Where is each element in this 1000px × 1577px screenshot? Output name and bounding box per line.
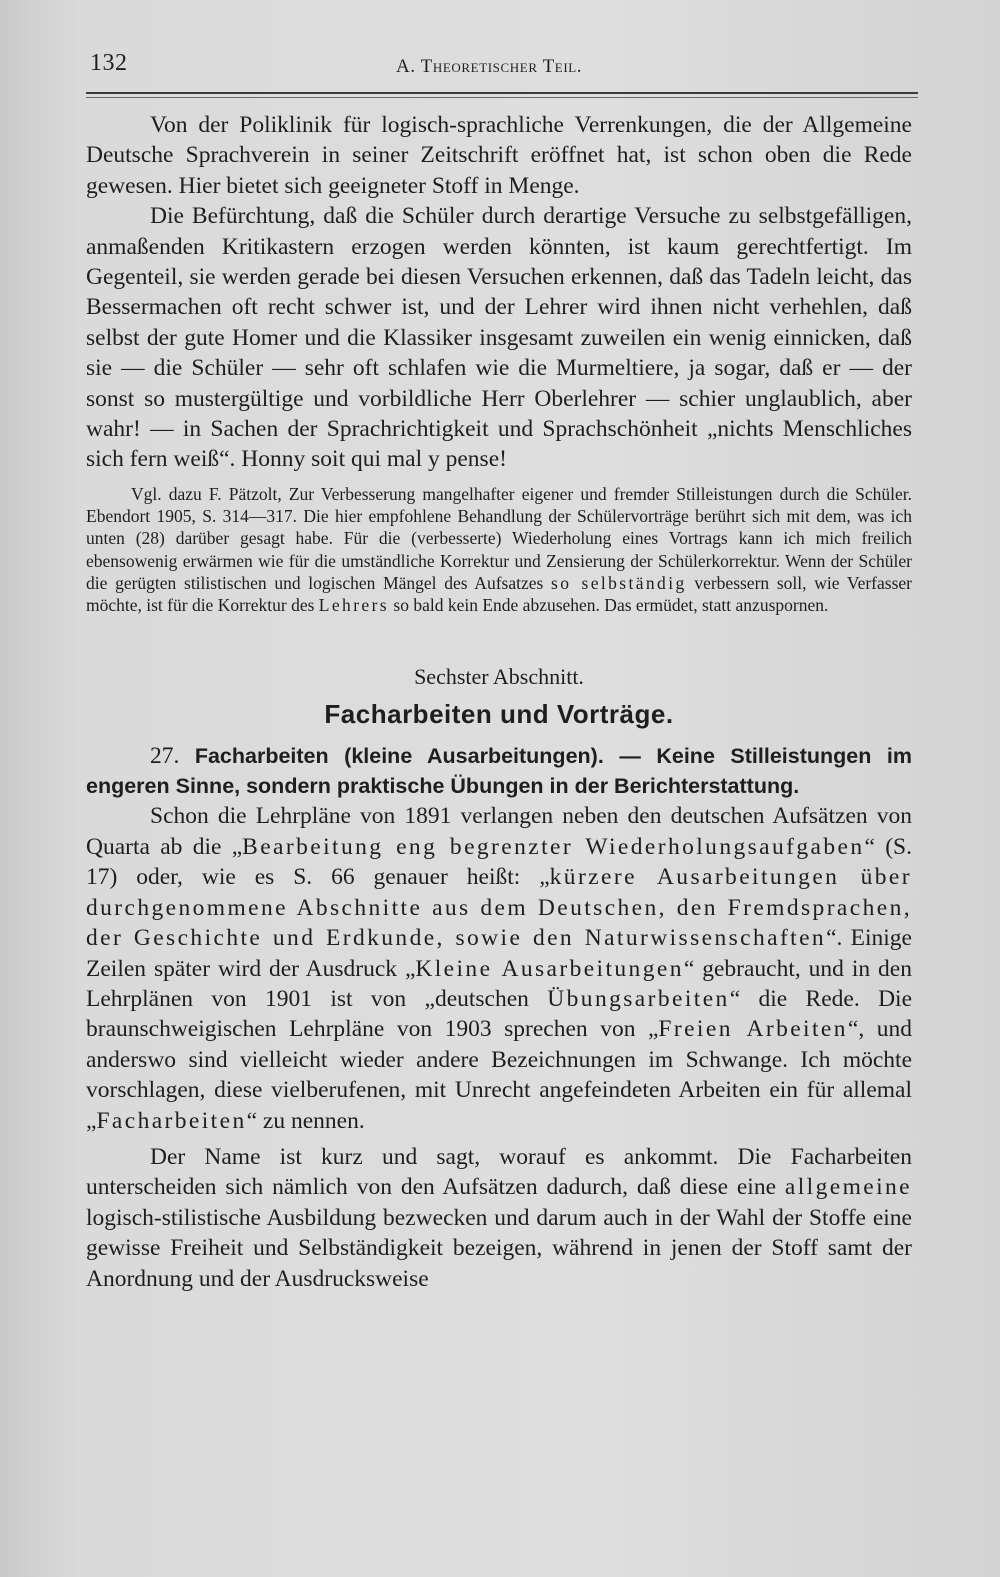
paragraph-name-kurz [86, 1142, 912, 1294]
page-body [86, 110, 912, 1294]
footnote-paetzolt [86, 483, 912, 617]
p3-text-7: “ zu nennen. [246, 1107, 365, 1134]
note-emphasis-selbstaendig: so selbständig [551, 573, 687, 594]
paragraph-poliklinik: Von der Poliklinik für logisch-sprachliche Verrenkungen, die der Allgemeine Deutsche Sprachverein in seiner Zeitschrift eröffnet hat, ist schon oben die Rede gewesen. Hier bietet sich geeigneter Stoff in Menge. [86, 112, 912, 199]
p4-emphasis-1: allgemeine [784, 1174, 912, 1201]
p4-text-2: logisch-stilistische Ausbildung bezwecken und darum auch in der Wahl der Stoffe eine gewisse Freiheit und Selbständigkeit bezeigen, während in jenen der Stoff samt der Anordnung und der Ausdrucksweise [86, 1204, 912, 1292]
p3-emphasis-2: kürzere Ausarbeitungen über durchgenommene Abschnitte aus dem Deutschen, den Fremdsprachen, der Geschichte und Erdkunde, sowie den Naturwissenschaften [86, 864, 912, 952]
subsection-heading [86, 741, 912, 802]
paragraph-lehrplaene [86, 801, 912, 1135]
p3-emphasis-4: Übungsarbeiten [547, 985, 730, 1012]
page-header [86, 46, 918, 86]
p4-text-1: Der Name ist kurz und sagt, worauf es ankommt. Die Facharbeiten unterscheiden sich nämlich von den Aufsätzen dadurch, daß diese eine [86, 1143, 912, 1201]
section-label: Sechster Abschnitt. [414, 663, 584, 689]
subsection-title: Facharbeiten (kleine Ausarbeitungen). — Keine Stilleistungen im engeren Sinne, sondern praktische Übungen in der Berichterstattung. [86, 743, 913, 799]
p3-emphasis-5: Freien Arbeiten [658, 1016, 848, 1043]
p3-text-2: “ (S. 17) oder, wie es S. 66 genauer heißt: „ [86, 833, 912, 891]
p3-text-4: “ gebraucht, und in den Lehrplänen von 1901 ist von „deutschen [86, 955, 912, 1012]
header-rule [86, 92, 918, 94]
p3-text-6: “, und anderswo sind vielleicht wieder andere Bezeichnungen im Schwange. Ich möchte vorschlagen, diese vielberufenen, mit Unrecht angefeindeten Arbeiten ein für allemal „ [86, 1016, 912, 1134]
section-title: Facharbeiten und Vorträge. [324, 698, 674, 729]
p3-emphasis-3: Kleine Ausarbeitungen [415, 955, 684, 982]
p3-emphasis-6: Facharbeiten [96, 1107, 247, 1134]
note-emphasis-lehrers: Lehrers [318, 595, 390, 616]
paragraph-befuerchtung: Die Befürchtung, daß die Schüler durch derartige Versuche zu selbstgefälligen, anmaßenden Kritikastern erzogen werden könnten, ist kaum gerechtfertigt. Im Gegenteil, sie werden gerade bei diesen Versuchen erkennen, daß das Tadeln leicht, das Bessermachen oft recht schwer ist, und der Lehrer wird ihnen nicht verhehlen, daß selbst der gute Homer und die Klassiker insgesamt zuweilen ein wenig einnicken, daß sie — die Schüler — sehr oft schlafen wie die Murmeltiere, ja sogar, daß er — der sonst so mustergültige und vorbildliche Herr Oberlehrer — schier unglaublich, aber wahr! — in Sachen der Sprachrichtigkeit und Sprachschönheit „nichts Menschliches sich fern weiß“. Honny soit qui mal y pense! [86, 203, 912, 473]
running-head: A. Theoretischer Teil. [396, 56, 583, 77]
p3-text-3: “. Einige Zeilen später wird der Ausdruck „ [86, 925, 912, 982]
page-number: 132 [90, 50, 128, 76]
subsection-number: 27. [150, 742, 180, 769]
note-text-1: Vgl. dazu F. Pätzolt, Zur Verbesserung mangelhafter eigener und fremder Stilleistungen durch die Schüler. Ebendort 1905, S. 314—317. Die hier empfohlene Behandlung der Schülervorträge berührt sich mit dem, was ich unten (28) darüber gesagt habe. Für die (verbesserte) Wiederholung eines Vortrags kann ich mich freilich ebensowenig erwärmen wie für die umständliche Korrektur und Zensierung der Schülerkorrektur. Wenn der Schüler die gerügten stilistischen und logischen Mängel des Aufsatzes [86, 483, 912, 594]
p3-emphasis-1: Bearbeitung eng begrenzter Wiederholungsaufgaben [242, 833, 865, 860]
header-rule-thin [86, 97, 918, 98]
p3-text-5: “ die Rede. Die braunschweigischen Lehrpläne von 1903 sprechen von „ [86, 985, 913, 1043]
p3-text-1: Schon die Lehrpläne von 1891 verlangen neben den deutschen Aufsätzen von Quarta ab die „ [86, 803, 912, 860]
note-text-3: so bald kein Ende abzusehen. Das ermüdet, statt anzuspornen. [389, 595, 829, 616]
note-text-2: verbessern soll, wie Verfasser möchte, ist für die Korrektur des [86, 573, 912, 616]
